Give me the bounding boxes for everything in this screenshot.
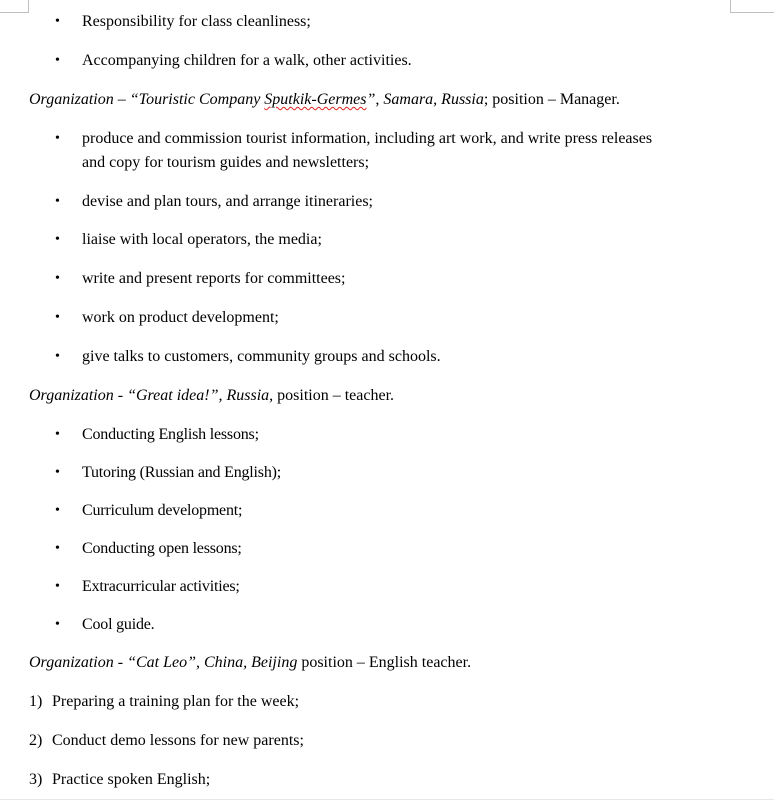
page-corner-mark-left	[0, 0, 29, 13]
list-item: Tutoring (Russian and English);	[82, 464, 281, 481]
bullet-icon: •	[55, 579, 60, 594]
org-name: Organization - “Great idea!”, Russia,	[29, 387, 274, 404]
list-number: 3)	[29, 771, 43, 788]
list-item: liaise with local operators, the media;	[82, 231, 322, 248]
list-item: devise and plan tours, and arrange itineraries;	[82, 193, 373, 210]
bullet-icon: •	[55, 194, 60, 209]
organization-heading-2	[29, 387, 394, 405]
list-item: Accompanying children for a walk, other activities.	[82, 52, 412, 69]
bullet-icon: •	[55, 131, 60, 146]
bullet-icon: •	[55, 465, 60, 480]
org-name: Organization - “Cat Leo”, China, Beijing	[29, 654, 298, 671]
org-position: ; position – Manager.	[483, 91, 620, 108]
page-corner-mark-right	[730, 0, 774, 13]
org-position: position – English teacher.	[297, 654, 472, 671]
org-position: position – teacher.	[273, 387, 395, 404]
numbered-item: Preparing a training plan for the week;	[52, 693, 300, 710]
page-bottom-edge	[0, 799, 774, 800]
list-item: Conducting open lessons;	[82, 540, 242, 557]
bullet-icon: •	[55, 349, 60, 364]
organization-heading-1	[29, 91, 620, 109]
org-location: ”, Samara, Russia	[366, 91, 484, 108]
list-item: Extracurricular activities;	[82, 578, 240, 595]
bullet-icon: •	[55, 271, 60, 286]
list-item: give talks to customers, community groups and schools.	[82, 348, 441, 365]
numbered-item: Practice spoken English;	[52, 771, 211, 788]
bullet-icon: •	[55, 617, 60, 632]
list-item: Cool guide.	[82, 616, 155, 633]
bullet-icon: •	[55, 503, 60, 518]
list-item: produce and commission tourist information, including art work, and write press releases	[82, 130, 653, 147]
bullet-icon: •	[55, 232, 60, 247]
list-item: Curriculum development;	[82, 502, 243, 519]
bullet-icon: •	[55, 310, 60, 325]
org-name-prefix: Organization – “Touristic Company	[29, 91, 265, 108]
bullet-icon: •	[55, 14, 60, 29]
numbered-item: Conduct demo lessons for new parents;	[52, 732, 304, 749]
list-item: work on product development;	[82, 309, 279, 326]
organization-heading-3	[29, 654, 471, 672]
list-number: 1)	[29, 693, 43, 710]
bullet-icon: •	[55, 541, 60, 556]
bullet-icon: •	[55, 53, 60, 68]
list-item: Conducting English lessons;	[82, 426, 259, 443]
misspelled-word[interactable]: Sputkik-Germes	[264, 91, 367, 108]
list-item: write and present reports for committees;	[82, 270, 346, 287]
list-item: Responsibility for class cleanliness;	[82, 13, 311, 30]
list-item-continuation: and copy for tourism guides and newsletters;	[82, 154, 370, 171]
bullet-icon: •	[55, 427, 60, 442]
list-number: 2)	[29, 732, 43, 749]
